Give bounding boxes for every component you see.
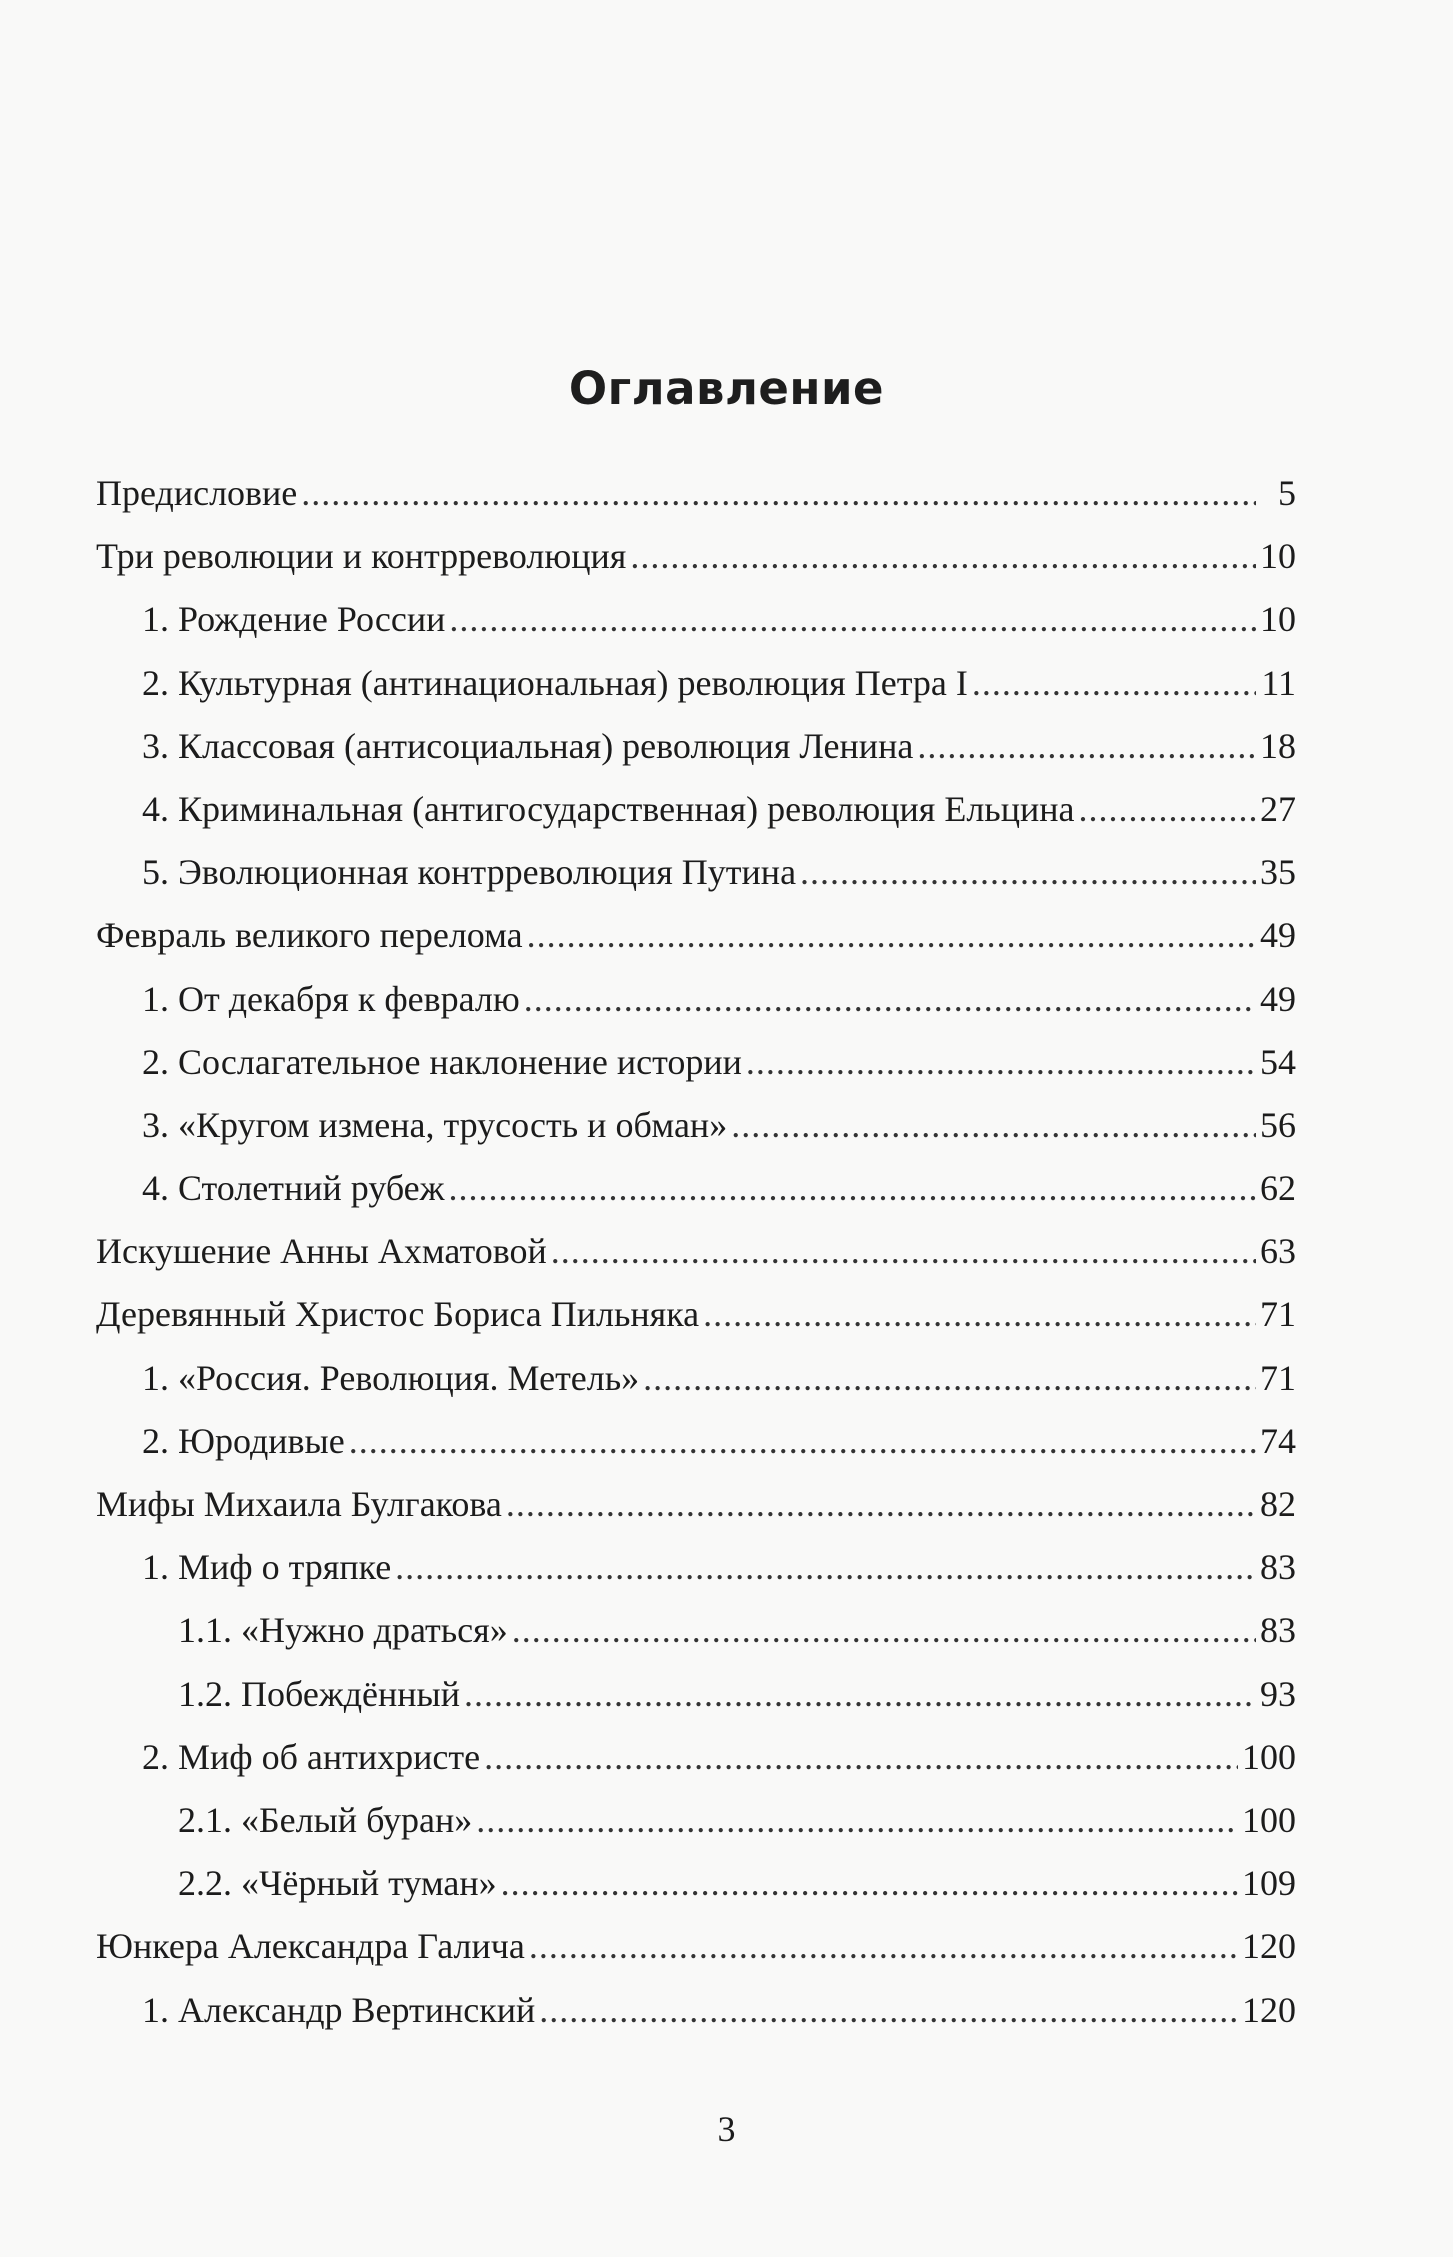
toc-entry: [96, 1599, 1296, 1662]
dot-leader: [917, 715, 1256, 778]
toc-entry-page: 100: [1242, 1799, 1296, 1840]
toc-entry-page: 11: [1261, 662, 1296, 703]
dot-leader: [731, 1094, 1256, 1157]
dot-leader: [449, 1157, 1256, 1220]
toc-entry: [96, 1663, 1296, 1726]
toc-entry: [96, 588, 1296, 651]
dot-leader: [301, 462, 1256, 525]
toc-entry-page: 56: [1260, 1104, 1296, 1145]
toc-entry-page: 74: [1260, 1420, 1296, 1461]
toc-entry-label: 2.2. «Чёрный туман»: [178, 1863, 497, 1904]
toc-entry-label: 4. Криминальная (антигосударственная) революция Ельцина: [142, 788, 1075, 829]
dot-leader: [746, 1031, 1256, 1094]
toc-entry-label: 2. Юродивые: [142, 1420, 345, 1461]
dot-leader: [972, 652, 1256, 715]
dot-leader: [524, 968, 1256, 1031]
dot-leader: [512, 1599, 1256, 1662]
toc-entry-page: 83: [1260, 1610, 1296, 1651]
toc-entry-label: 3. Классовая (антисоциальная) революция Ленина: [142, 725, 914, 766]
toc-entry-label: Февраль великого перелома: [96, 915, 523, 956]
toc-entry: [96, 904, 1296, 967]
toc-entry-page: 35: [1260, 852, 1296, 893]
toc-entry-label: 1. Александр Вертинский: [142, 1989, 536, 2030]
toc-entry-page: 120: [1242, 1989, 1296, 2030]
toc-entry: [96, 841, 1296, 904]
toc-entry: [96, 1157, 1296, 1220]
dot-leader: [643, 1347, 1256, 1410]
table-of-contents: [96, 462, 1296, 2042]
dot-leader: [527, 904, 1256, 967]
toc-entry: [96, 1410, 1296, 1473]
toc-entry-label: Юнкера Александра Галича: [96, 1926, 525, 1967]
toc-entry: [96, 1283, 1296, 1346]
toc-entry-page: 100: [1242, 1736, 1296, 1777]
dot-leader: [539, 1979, 1238, 2042]
dot-leader: [630, 525, 1256, 588]
toc-entry: [96, 1536, 1296, 1599]
toc-entry-page: 71: [1260, 1294, 1296, 1335]
toc-entry: [96, 715, 1296, 778]
toc-entry-page: 71: [1260, 1357, 1296, 1398]
toc-entry: [96, 1979, 1296, 2042]
toc-entry-label: 3. «Кругом измена, трусость и обман»: [142, 1104, 728, 1145]
toc-entry-label: 5. Эволюционная контрреволюция Путина: [142, 852, 797, 893]
toc-entry-page: 49: [1260, 978, 1296, 1019]
toc-entry: [96, 652, 1296, 715]
toc-entry-page: 109: [1242, 1863, 1296, 1904]
dot-leader: [506, 1473, 1256, 1536]
toc-entry-page: 54: [1260, 1041, 1296, 1082]
dot-leader: [484, 1726, 1238, 1789]
toc-entry-label: Предисловие: [96, 473, 298, 513]
toc-entry: [96, 1852, 1296, 1915]
toc-entry-page: 62: [1260, 1168, 1296, 1209]
dot-leader: [551, 1220, 1256, 1283]
toc-entry-page: 93: [1260, 1673, 1296, 1714]
dot-leader: [800, 841, 1256, 904]
dot-leader: [1078, 778, 1256, 841]
toc-entry-label: Деревянный Христос Бориса Пильняка: [96, 1294, 700, 1335]
toc-entry: [96, 1094, 1296, 1157]
dot-leader: [476, 1789, 1238, 1852]
toc-entry: [96, 778, 1296, 841]
toc-entry-label: 1. Рождение России: [142, 599, 446, 640]
toc-entry-page: 10: [1260, 536, 1296, 577]
toc-entry-label: 1. «Россия. Революция. Метель»: [142, 1357, 640, 1398]
toc-entry-page: 27: [1260, 788, 1296, 829]
dot-leader: [464, 1663, 1256, 1726]
toc-entry-page: 82: [1260, 1484, 1296, 1524]
toc-entry-label: Три революции и контрреволюция: [96, 536, 627, 577]
dot-leader: [703, 1283, 1256, 1346]
toc-entry: [96, 1789, 1296, 1852]
toc-entry: [96, 1726, 1296, 1789]
toc-entry-page: 18: [1260, 725, 1296, 766]
toc-entry-label: 1. Миф о тряпке: [142, 1547, 392, 1588]
toc-entry: [96, 1473, 1296, 1536]
toc-entry-label: 2. Миф об антихристе: [142, 1736, 481, 1777]
toc-entry: [96, 1220, 1296, 1283]
toc-entry-label: 1. От декабря к февралю: [142, 978, 520, 1019]
toc-entry-page: 49: [1260, 915, 1296, 956]
toc-entry-label: 1.2. Побеждённый: [178, 1673, 460, 1714]
toc-entry: [96, 1347, 1296, 1410]
toc-entry-page: 10: [1260, 599, 1296, 640]
toc-entry: [96, 525, 1296, 588]
dot-leader: [529, 1915, 1238, 1978]
toc-entry-label: 4. Столетний рубеж: [142, 1168, 445, 1209]
toc-entry-label: 2. Сослагательное наклонение истории: [142, 1041, 742, 1082]
toc-entry: [96, 1031, 1296, 1094]
toc-entry: [96, 1915, 1296, 1978]
toc-entry-page: 83: [1260, 1547, 1296, 1588]
toc-entry-label: Мифы Михаила Булгакова: [96, 1484, 502, 1524]
toc-entry-label: 2. Культурная (антинациональная) революция Петра I: [142, 662, 968, 703]
toc-entry-label: 1.1. «Нужно драться»: [178, 1610, 508, 1651]
page-title: Оглавление: [568, 362, 885, 415]
dot-leader: [501, 1852, 1238, 1915]
dot-leader: [349, 1410, 1256, 1473]
toc-entry-page: 63: [1260, 1231, 1296, 1272]
toc-entry-label: Искушение Анны Ахматовой: [96, 1231, 547, 1272]
toc-entry-page: 120: [1242, 1926, 1296, 1967]
dot-leader: [395, 1536, 1256, 1599]
toc-entry: [96, 462, 1296, 525]
toc-entry-page: 5: [1278, 473, 1296, 513]
toc-entry-label: 2.1. «Белый буран»: [178, 1799, 473, 1840]
page-number: 3: [717, 2109, 736, 2149]
toc-entry: [96, 968, 1296, 1031]
dot-leader: [449, 588, 1256, 651]
